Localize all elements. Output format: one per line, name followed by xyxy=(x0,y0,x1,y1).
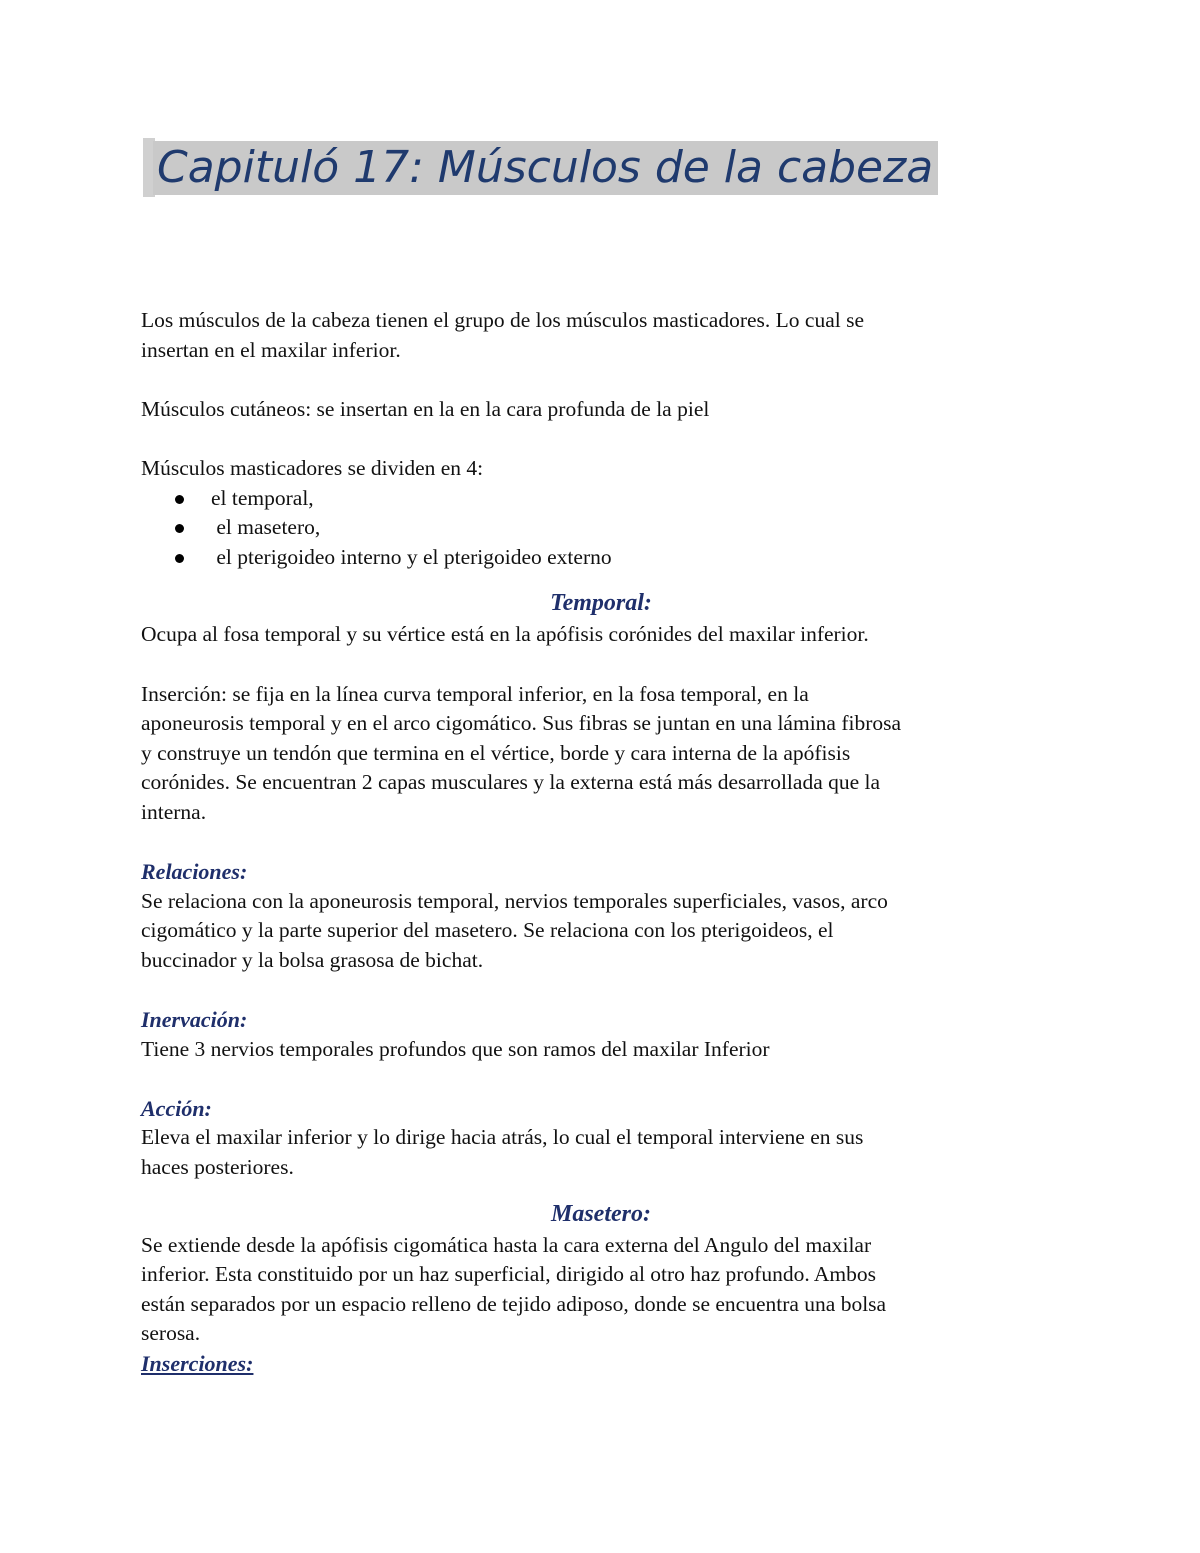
insercion-line: interna. xyxy=(141,799,207,824)
accion-line: Eleva el maxilar inferior y lo dirige hacia atrás, lo cual el temporal interviene en sus xyxy=(141,1125,864,1150)
insercion-line: aponeurosis temporal y en el arco cigomático. Sus fibras se juntan en una lámina fibrosa xyxy=(141,711,902,736)
subheading-inserciones: Inserciones: xyxy=(141,1351,254,1376)
relaciones-line: cigomático y la parte superior del masetero. Se relaciona con los pterigoideos, el xyxy=(141,918,834,943)
masticadores-intro: Músculos masticadores se dividen en 4: xyxy=(141,455,484,480)
intro-line-1: Los músculos de la cabeza tienen el grupo de los músculos masticadores. Lo cual se xyxy=(141,308,865,332)
relaciones-line: Se relaciona con la aponeurosis temporal, nervios temporales superficiales, vasos, arco xyxy=(141,888,888,913)
relaciones-line: buccinador y la bolsa grasosa de bichat. xyxy=(141,947,484,972)
list-item: el temporal, xyxy=(141,484,1061,514)
inervacion-text: Tiene 3 nervios temporales profundos que son ramos del maxilar Inferior xyxy=(141,1036,770,1061)
insercion-line: corónides. Se encuentran 2 capas musculares y la externa está más desarrollada que la xyxy=(141,770,881,795)
subheading-relaciones: Relaciones: xyxy=(141,859,248,885)
masetero-line: Se extiende desde la apófisis cigomática hasta la cara externa del Angulo del maxilar xyxy=(141,1232,872,1257)
accion-line: haces posteriores. xyxy=(141,1155,294,1180)
cutaneos-paragraph: Músculos cutáneos: se insertan en la en la cara profunda de la piel xyxy=(141,396,710,421)
insercion-line: y construye un tendón que termina en el vértice, borde y cara interna de la apófisis xyxy=(141,740,851,765)
subheading-accion: Acción: xyxy=(141,1095,212,1121)
list-item: el masetero, xyxy=(141,513,1061,543)
list-item: el pterigoideo interno y el pterigoideo externo xyxy=(141,543,1061,573)
document-body xyxy=(141,306,1061,1379)
subheading-inervacion: Inervación: xyxy=(141,1007,248,1033)
masetero-line: están separados por un espacio relleno de tejido adiposo, donde se encuentra una bolsa xyxy=(141,1291,887,1316)
masetero-line: inferior. Esta constituido por un haz superficial, dirigido al otro haz profundo. Ambos xyxy=(141,1262,877,1287)
section-heading-temporal: Temporal: xyxy=(550,590,652,617)
insercion-line: Inserción: se fija en la línea curva temporal inferior, en la fosa temporal, en la xyxy=(141,681,809,706)
masetero-line: serosa. xyxy=(141,1321,201,1346)
masticadores-list xyxy=(141,484,1061,573)
temporal-description: Ocupa al fosa temporal y su vértice está en la apófisis corónides del maxilar inferior. xyxy=(141,622,869,647)
intro-line-2: insertan en el maxilar inferior. xyxy=(141,337,401,362)
chapter-title: Capituló 17: Músculos de la cabeza xyxy=(153,141,938,195)
section-heading-masetero: Masetero: xyxy=(551,1200,651,1227)
